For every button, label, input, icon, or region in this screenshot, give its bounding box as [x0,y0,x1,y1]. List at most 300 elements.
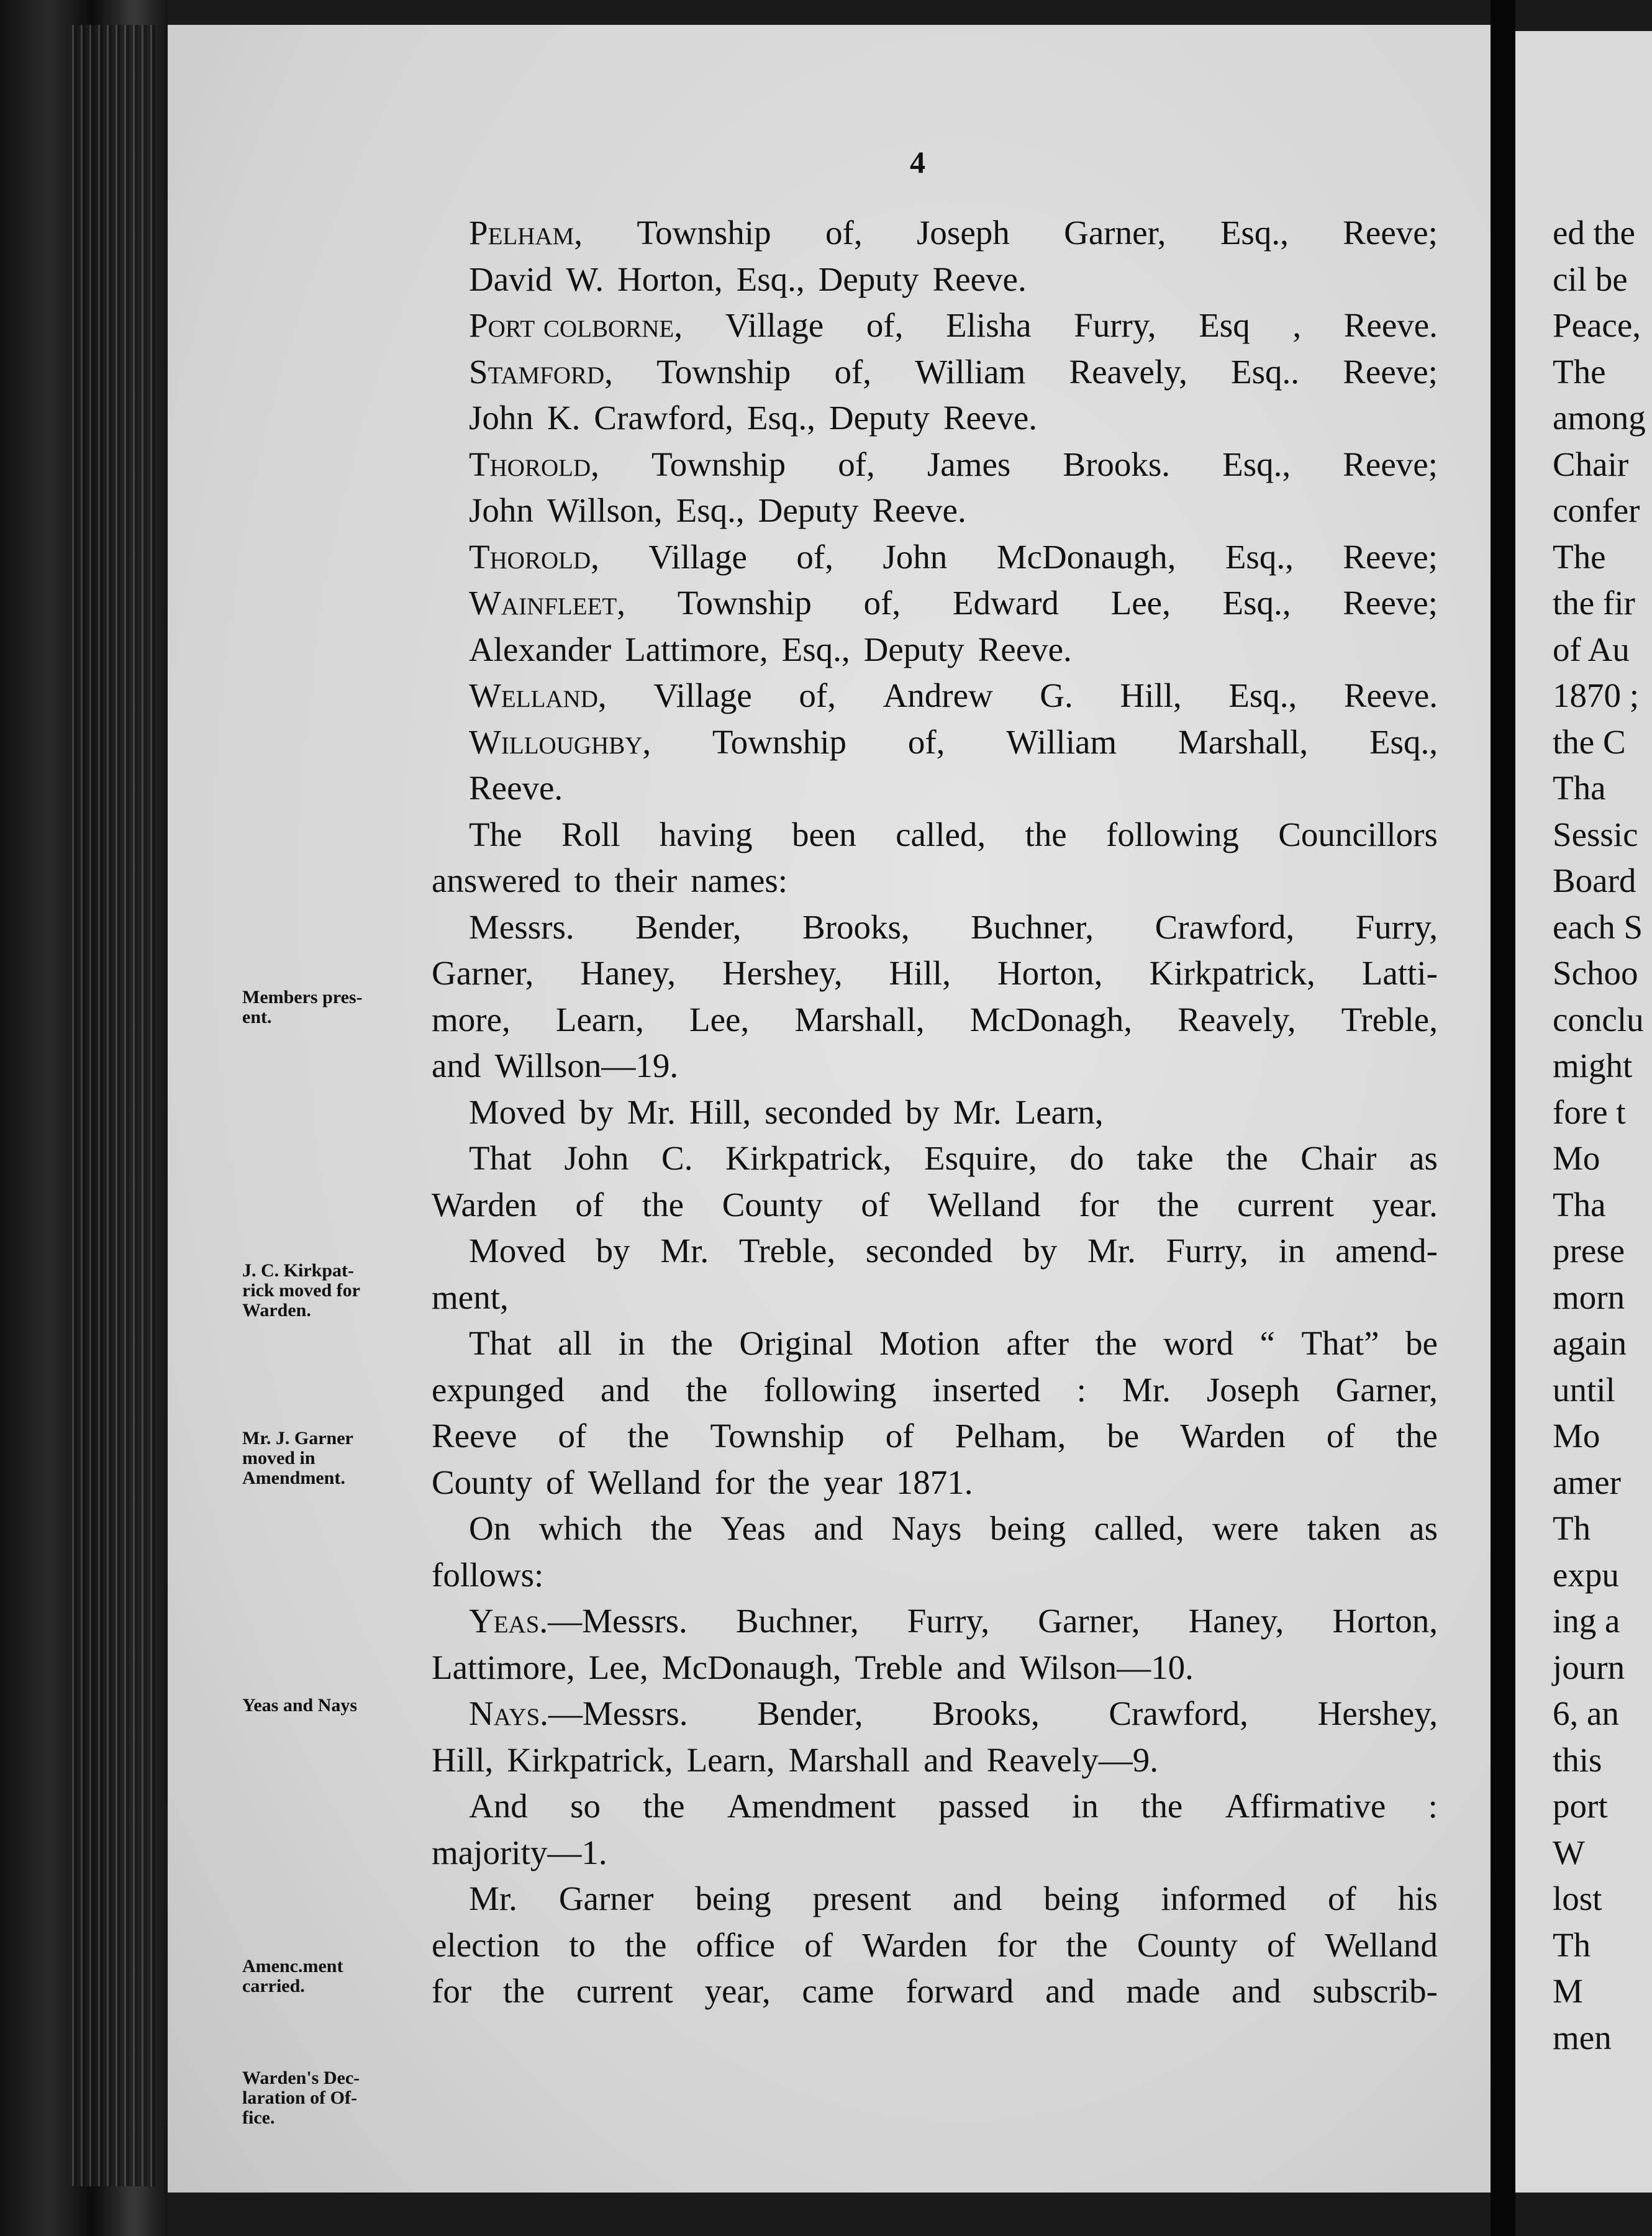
word: of [575,1185,604,1224]
word: of [1328,1879,1356,1917]
word: after [1006,1324,1069,1362]
roll-line [432,580,1438,627]
word: of, [796,537,833,576]
right-page-line: Schoo [1553,954,1638,992]
word: Crawford, [594,399,733,437]
word: the [643,1787,685,1825]
word: : [1428,1787,1438,1825]
word: Deputy [828,399,930,437]
word: in [618,1324,645,1362]
right-page-line: prese [1553,1232,1625,1270]
word: Alexander [469,630,612,668]
word: being [1043,1879,1120,1917]
right-page-line: each S [1553,907,1643,946]
word: more, [432,1000,511,1038]
roll-line [432,442,1438,488]
word: of [1326,1417,1355,1455]
word: Marshall, [1178,722,1309,761]
word: Wilson—10. [1019,1648,1194,1686]
word: Chair [1300,1139,1377,1177]
word: Esq., [1228,676,1297,714]
roll-line [432,302,1438,349]
word: Reeve; [1343,584,1438,622]
roll-line [432,673,1438,719]
word: Esquire, [924,1139,1037,1177]
word: Learn, [686,1740,775,1779]
word: their [614,861,678,899]
right-page-line: ed the [1553,214,1635,252]
place-name: Thorold, [469,537,599,576]
word: Haney, [1188,1602,1284,1640]
place-name: Thorold, [469,445,599,483]
word: by [1023,1232,1058,1270]
word: to [569,1925,596,1964]
word: Welland [1324,1925,1438,1964]
word: McDonagh, [969,1000,1132,1038]
text-line [432,1043,1438,1089]
word: expunged [432,1370,565,1409]
word: Mr. [953,1093,1002,1131]
word: and [953,1879,1002,1917]
word: Crawford, [1109,1694,1248,1732]
word: Yeas.—Messrs. [469,1602,688,1640]
word: William [915,352,1026,391]
margin-note-line: moved in [242,1448,315,1468]
word: Lattimore, [625,630,768,668]
right-page-line: Peace, [1553,306,1641,344]
word: following [1106,815,1239,853]
margin-note-line: Mr. J. Garner [242,1428,353,1448]
margin-note-line: Amendment. [242,1468,345,1488]
word: Garner [558,1879,654,1917]
word: answered [432,861,561,899]
word: Treble, [1341,1000,1438,1038]
page-gutter [1491,0,1515,2236]
word: Garner, [1038,1602,1140,1640]
word: Learn, [1015,1093,1104,1131]
roll-line [432,210,1438,257]
word: Willson—19. [494,1047,679,1084]
word: John [883,537,948,576]
text-line [432,1228,1438,1275]
word: informed [1161,1879,1287,1917]
word: Township [710,1417,845,1455]
word: be [1405,1324,1438,1362]
word: ment, [432,1278,509,1316]
right-page-line: port [1553,1787,1608,1825]
word: Warden [862,1925,968,1964]
word: Reeve. [943,399,1037,437]
word: W. [566,260,604,298]
word: for [714,1463,755,1501]
word: year [824,1463,883,1501]
word: , [1292,306,1302,344]
place-name: Pelham, [469,214,583,252]
word: and [432,1047,481,1084]
word: John [469,491,533,529]
word: Hill, [889,954,951,992]
word: Councillors [1278,815,1438,853]
word: Reeve. [932,260,1027,298]
word: Elisha [946,306,1032,344]
word: Warden [1180,1417,1286,1455]
text-line [432,1089,1438,1136]
right-page-line: 1870 ; [1553,676,1640,714]
word: the [625,1925,667,1964]
word: having [659,815,753,853]
text-line [432,1691,1438,1737]
word: Esq., [781,630,850,668]
word: Deputy [758,491,859,529]
right-page-line: of Au [1553,630,1630,668]
text-line [432,1506,1438,1552]
word: being [695,1879,771,1917]
word: Welland [927,1185,1041,1224]
word: McDonaugh, [996,537,1176,576]
word: Reeve; [1343,445,1438,483]
word: Hershey, [722,954,843,992]
word: Learn, [555,1000,644,1038]
word: current [576,1972,673,2010]
margin-note-line: carried. [242,1976,305,1996]
margin-note-line: Warden's Dec- [242,2068,360,2088]
margin-note-kirkpatrick-moved [242,1261,416,1320]
right-page-line: fore t [1553,1093,1626,1131]
word: County [722,1185,823,1224]
word: Nays [891,1509,962,1547]
word: for [997,1925,1037,1964]
word: the [627,1417,669,1455]
word: Willson, [547,491,663,529]
word: Mr. [1122,1370,1171,1409]
right-page-line: cil be [1553,260,1628,298]
word: Joseph [1206,1370,1300,1409]
right-page-line: lost [1553,1879,1602,1917]
word: Haney, [580,954,676,992]
right-page-line: ing a [1553,1602,1620,1640]
place-name: Port colborne, [469,306,683,344]
right-page-line: Board [1553,861,1636,899]
word: inserted [932,1370,1041,1409]
word: of, [834,352,872,391]
word: by [596,1232,630,1270]
word: in [1278,1232,1305,1270]
word: On [469,1509,511,1547]
text-line [432,1830,1438,1876]
word: word [1163,1324,1234,1362]
word: 1871. [896,1463,973,1501]
word: and [814,1509,863,1547]
word: office [696,1925,775,1964]
margin-note-line: J. C. Kirkpat- [242,1260,354,1281]
word: by [579,1093,614,1131]
word: Messrs. [469,907,574,946]
margin-note-line: rick moved for [242,1280,360,1301]
word: of, [825,214,863,252]
right-page-line: The [1553,352,1606,391]
word: Esq., [1222,445,1291,483]
word: Deputy [863,630,964,668]
text-line [432,904,1438,951]
word: Township [651,445,786,483]
text-line [432,1413,1438,1460]
word: Reavely, [1069,352,1187,391]
roll-line [432,627,1438,673]
word: County [1137,1925,1238,1964]
word: Garner, [432,954,534,992]
word: to [574,861,601,899]
word: Township [712,722,847,761]
word: Mr. [469,1879,517,1917]
place-name: Willoughby, [469,722,651,761]
word: Reeve; [1343,537,1438,576]
text-line [432,997,1438,1043]
word: all [558,1324,592,1362]
word: Bender, [757,1694,863,1732]
word: as [1409,1509,1438,1547]
word: Esq., [1222,584,1291,622]
word: Nays.—Messrs. [469,1694,688,1732]
word: Reeve. [1343,306,1438,344]
word: Reeve. [469,769,563,807]
word: Moved [469,1093,566,1131]
roll-line [432,765,1438,812]
right-page-line: Th [1553,1925,1591,1964]
word: following [763,1370,897,1409]
word: of [1266,1925,1296,1964]
right-page-line: Tha [1553,1185,1606,1224]
word: Mr. [627,1093,676,1131]
margin-note-warden-declaration [242,2068,416,2128]
word: year. [1372,1185,1438,1224]
word: That [469,1139,532,1177]
text-line [432,1783,1438,1830]
right-page-line: 6, an [1553,1694,1619,1732]
word: Township [677,584,812,622]
right-page-line: morn [1553,1278,1625,1316]
right-page-line: Chair [1553,445,1629,483]
word: Village [653,676,752,714]
word: Reeve; [1343,214,1438,252]
text-line [432,1876,1438,1922]
word: Amendment [727,1787,896,1825]
word: Mr. [1087,1232,1136,1270]
word: Moved [469,1232,566,1270]
roll-line [432,395,1438,442]
word: “ [1259,1324,1275,1362]
word: Garner, [1064,214,1166,252]
word: current [1237,1185,1334,1224]
margin-note-yeas-nays [242,1696,416,1716]
word: Hill, [432,1740,494,1779]
text-line [432,1598,1438,1645]
word: the [768,1463,810,1501]
word: Esq., [736,260,805,298]
word: Kirkpatrick, [1149,954,1315,992]
place-name: Stamford, [469,352,613,391]
word: Furry, [907,1602,990,1640]
word: the [1141,1787,1183,1825]
word: subscrib- [1312,1972,1438,2010]
word: Warden [432,1185,537,1224]
word: of, [907,722,945,761]
word: Horton, [997,954,1103,992]
roll-line [432,488,1438,534]
right-page-line: Th [1553,1509,1591,1547]
word: Esq., [1369,722,1438,761]
spine-page-edges [68,25,155,2186]
word: Reeve [432,1417,517,1455]
word: of, [866,306,904,344]
margin-note-garner-amendment [242,1429,416,1488]
word: Deputy [818,260,919,298]
word: Reeve. [978,630,1072,668]
word: came [802,1972,874,2010]
text-line [432,1135,1438,1182]
right-page-line: Mo [1553,1139,1600,1177]
word: Brooks, [802,907,910,946]
word: Esq., [1225,537,1294,576]
text-line [432,1737,1438,1784]
right-page-line: again [1553,1324,1627,1362]
word: the [502,1972,545,2010]
text-line [432,1367,1438,1414]
word: Reeve. [872,491,966,529]
word: Motion [879,1324,980,1362]
right-page-line: expu [1553,1555,1619,1594]
word: John [469,399,533,437]
word: called, [896,815,986,853]
word: and [924,1740,973,1779]
word: Furry, [1074,306,1156,344]
word: Reeve; [1343,352,1438,391]
word: of [861,1185,890,1224]
word: the [642,1185,684,1224]
word: Esq [1199,306,1250,344]
word: Yeas [720,1509,786,1547]
right-page-line: might [1553,1047,1633,1084]
word: Village [725,306,824,344]
word: Esq.. [1231,352,1300,391]
text-line [432,1182,1438,1229]
word: Brooks, [932,1694,1040,1732]
word: passed [938,1787,1030,1825]
word: William [1006,722,1117,761]
word: as [1409,1139,1438,1177]
word: McDonaugh, [661,1648,842,1686]
word: John [564,1139,629,1177]
word: of, [838,445,875,483]
word: Esq., [1220,214,1289,252]
text-line [432,1320,1438,1367]
word: of [545,1463,574,1501]
word: Furry, [1355,907,1438,946]
text-line [432,1968,1438,2015]
margin-note-members-present [242,988,416,1027]
word: the [1157,1185,1199,1224]
word: seconded [765,1093,892,1131]
word: the [1095,1324,1137,1362]
word: C. [661,1139,693,1177]
word: Latti- [1361,954,1438,992]
word: made [1126,1972,1200,2010]
word: and [600,1370,650,1409]
word: majority—1. [432,1833,607,1871]
word: Affirmative [1225,1787,1386,1825]
margin-note-line: fice. [242,2107,275,2128]
right-page-line: Mo [1553,1417,1600,1455]
word: called, [1094,1509,1184,1547]
word: Hill, [689,1093,751,1131]
word: Lee, [689,1000,750,1038]
word: and [1045,1972,1095,2010]
right-page-line: the fir [1553,584,1635,622]
word: County [432,1463,532,1501]
word: which [538,1509,623,1547]
margin-note-line: Warden. [242,1300,311,1320]
word: Esq., [676,491,745,529]
word: Bender, [635,907,742,946]
word: Lattimore, [432,1648,575,1686]
word: The [469,815,522,853]
word: Treble, [738,1232,836,1270]
word: and [1232,1972,1281,2010]
word: seconded [865,1232,993,1270]
word: Buchner, [735,1602,859,1640]
right-page-line: this [1553,1740,1602,1779]
word: year, [704,1972,771,2010]
word: Reavely, [1178,1000,1296,1038]
word: Marshall, [794,1000,925,1038]
word: That” [1301,1324,1379,1362]
word: take [1137,1139,1194,1177]
body-text [432,210,1438,2015]
word: Mr. [660,1232,709,1270]
right-page-line: men [1553,2018,1612,2056]
word: Village [648,537,747,576]
margin-note-amendment-carried [242,1956,416,1996]
word: do [1069,1139,1104,1177]
word: Andrew [883,676,993,714]
word: Kirkpatrick, [507,1740,673,1779]
word: Buchner, [971,907,1094,946]
word: Roll [561,815,620,853]
word: Brooks. [1063,445,1171,483]
word: of [885,1417,914,1455]
right-page-line: conclu [1553,1000,1644,1038]
word: Crawford, [1155,907,1295,946]
word: Horton, [1332,1602,1438,1640]
word: forward [905,1972,1014,2010]
right-page-line: Sessic [1553,815,1638,853]
word: Welland [588,1463,701,1501]
word: Esq., [747,399,815,437]
word: James [927,445,1011,483]
right-page-line: confer [1553,491,1640,529]
word: That [469,1324,532,1362]
word: taken [1307,1509,1381,1547]
word: : [1076,1370,1086,1409]
word: been [791,815,856,853]
word: the [1066,1925,1108,1964]
roll-line [432,349,1438,396]
roll-line [432,257,1438,303]
word: G. [1040,676,1073,714]
word: K. [547,399,581,437]
word: Township [637,214,771,252]
margin-note-line: Yeas and Nays [242,1695,358,1716]
page-number: 4 [910,145,925,180]
